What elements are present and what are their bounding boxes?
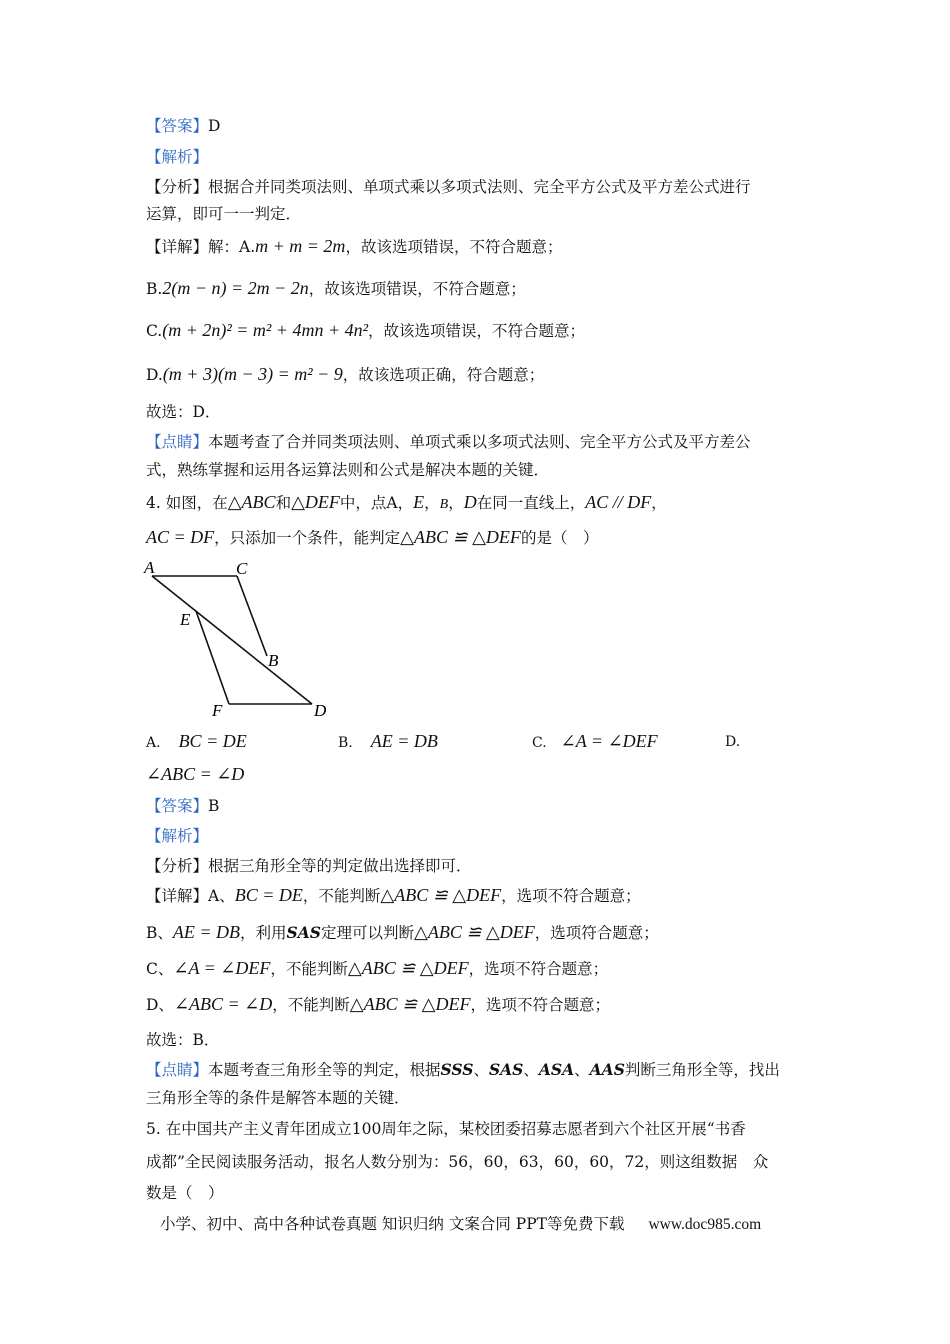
stem-text: 在同一直线上， [476,494,586,512]
stem-text: 和 [275,494,292,512]
detail-pre: A、 [208,887,235,905]
stem-text: 4. 如图，在 [146,494,228,512]
option-label: D. [725,734,741,750]
detail-math2: △ABC ≌ △DEF [349,994,471,1014]
comment-sep: 、 [574,1061,590,1079]
segment-AD [152,576,312,704]
option-math: BC = DE [178,731,247,751]
detail-sas: SAS [286,923,321,942]
comment-asa: ASA [538,1060,575,1079]
comment-sep: 、 [473,1061,489,1079]
fenxi-text: 根据三角形全等的判定做出选择即可． [208,857,472,875]
detail-math2: △ABC ≌ △DEF [380,885,502,905]
option-math: ∠A = ∠DEF [560,731,658,751]
q5-stem-line3: 数是（ ） [146,1184,224,1202]
q3-choose: 故选：D． [146,403,221,421]
option-label: C. [532,735,547,751]
stem-math: D [463,492,477,512]
label-A: A [144,558,155,577]
q4-comment-line1 [146,1060,780,1080]
footer-url[interactable]: www.doc985.com [648,1216,762,1233]
q4-option-b [338,731,438,753]
detail-a-prefix: 解：A. [208,238,256,256]
detail-end: ，选项不符合题意； [468,960,609,978]
q3-fenxi-line1 [146,177,751,197]
q4-option-d-math [146,764,244,785]
detail-b-prefix: B. [146,280,163,298]
detail-mid: ，利用 [240,924,287,942]
stem-text: ， [424,494,440,512]
detail-a-math: m + m = 2m [255,236,346,256]
option-math: ∠ABC = ∠D [146,764,245,784]
q4-stem-line1 [146,492,667,515]
detail-a-text: ，故该选项错误，不符合题意； [345,238,563,256]
label-D: D [314,701,327,720]
detail-tag: 【详解】 [146,887,209,905]
detail-b-text: ，故该选项错误，不符合题意； [308,280,526,298]
q4-detail-3 [146,958,608,979]
fenxi-text: 根据合并同类项法则、单项式乘以多项式法则、完全平方公式及平方差公式进行 [208,178,751,196]
option-label: A. [146,735,161,751]
answer-value: D [208,117,221,135]
q4-choose: 故选：B． [146,1031,220,1049]
option-label: B. [338,735,353,751]
detail-math: BC = DE [234,885,303,905]
stem-text: ，只添加一个条件，能判定 [214,529,401,547]
detail-math: ∠A = ∠DEF [173,958,271,978]
detail-math: AE = DB [172,922,241,942]
stem-text: 的是（ ） [520,529,599,547]
q4-option-d-label [725,731,740,752]
footer-text: 小学、初中、高中各种试卷真题 知识归纳 文案合同 PPT等免费下载 [160,1215,625,1233]
detail-pre: D、 [146,996,174,1014]
page-footer [160,1212,761,1234]
stem-math: △ABC ≌ △DEF [400,527,521,547]
stem-math: AC // DF [585,492,652,512]
detail-end: ，选项不符合题意； [470,996,611,1014]
q4-option-c [532,731,658,753]
q4-detail-2 [146,922,659,943]
fenxi-tag: 【分析】 [146,178,209,196]
label-C: C [236,559,248,578]
detail-d-prefix: D. [146,366,163,384]
stem-text: 中，点A， [339,494,414,512]
comment-sss: SSS [440,1060,474,1079]
detail-mid: 定理可以判断 [320,924,414,942]
q3-answer-line [146,116,220,136]
figure-lines [152,576,312,704]
detail-mid: ，不能判断 [272,996,350,1014]
q4-stem-line2 [146,527,598,548]
detail-c-text: ，故该选项错误，不符合题意； [368,322,586,340]
detail-end: ，选项不符合题意； [501,887,641,905]
label-B: B [268,651,279,670]
detail-mid: ，不能判断 [270,960,348,978]
q3-detail-a [146,236,562,257]
comment-aas: AAS [589,1060,625,1079]
q3-detail-d [146,364,544,385]
comment-tag: 【点睛】 [146,433,209,451]
q5-stem-line2: 成都”全民阅读服务活动，报名人数分别为：56，60，63，60，60，72，则这组数据 众 [146,1153,769,1171]
detail-d-text: ，故该选项正确，符合题意； [342,366,545,384]
label-F: F [212,701,223,720]
q3-detail-c [146,320,585,341]
detail-end: ，选项符合题意； [534,924,659,942]
q4-answer-line [146,796,219,816]
label-E: E [180,610,191,629]
fenxi-tag: 【分析】 [146,857,209,875]
q3-detail-b [146,278,526,299]
detail-mid: ，不能判断 [302,887,381,905]
detail-c-math: (m + 2n)² = m² + 4mn + 4n² [162,320,368,340]
comment-sep: 、 [523,1061,539,1079]
q4-option-a [146,731,247,753]
answer-value: B [208,797,220,815]
q4-fenxi-line [146,856,472,876]
q4-figure [140,556,340,720]
detail-math: ∠ABC = ∠D [173,994,273,1014]
q3-comment-line2: 式，熟练掌握和运用各运算法则和公式是解决本题的关键． [146,461,550,479]
comment-tag: 【点睛】 [146,1061,209,1079]
stem-math: △DEF [291,492,340,512]
q4-analysis-tag: 【解析】 [146,827,209,845]
detail-c-prefix: C. [146,322,163,340]
segment-CB [237,576,267,656]
comment-text: 本题考查了合并同类项法则、单项式乘以多项式法则、完全平方公式及平方差公 [208,433,751,451]
detail-d-math: (m + 3)(m − 3) = m² − 9 [162,364,343,384]
comment-text: 判断三角形全等，找出 [624,1061,780,1079]
answer-tag: 【答案】 [146,117,209,135]
comment-text: 本题考查三角形全等的判定，根据 [208,1061,441,1079]
q4-detail-1 [146,885,641,906]
q5-stem-line1: 5. 在中国共产主义青年团成立100周年之际，某校团委招募志愿者到六个社区开展“书香 [146,1120,746,1138]
stem-text: ， [448,494,464,512]
stem-math: B [439,497,449,512]
detail-pre: B、 [146,924,173,942]
detail-pre: C、 [146,960,174,978]
answer-tag: 【答案】 [146,797,209,815]
q3-comment-line1 [146,432,751,452]
comment-sas: SAS [488,1060,524,1079]
q4-comment-line2: 三角形全等的条件是解答本题的关键． [146,1089,410,1107]
stem-math: AC = DF [146,527,215,547]
stem-math: △ABC [227,492,276,512]
option-math: AE = DB [370,731,438,751]
q3-analysis-tag: 【解析】 [146,148,209,166]
detail-math2: △ABC ≌ △DEF [347,958,469,978]
detail-math2: △ABC ≌ △DEF [413,922,535,942]
stem-math: E [413,492,425,512]
detail-tag: 【详解】 [146,238,209,256]
q4-detail-4 [146,994,610,1015]
q3-fenxi-line2: 运算，即可一一判定． [146,205,302,223]
stem-text: ， [651,494,667,512]
detail-b-math: 2(m − n) = 2m − 2n [162,278,309,298]
